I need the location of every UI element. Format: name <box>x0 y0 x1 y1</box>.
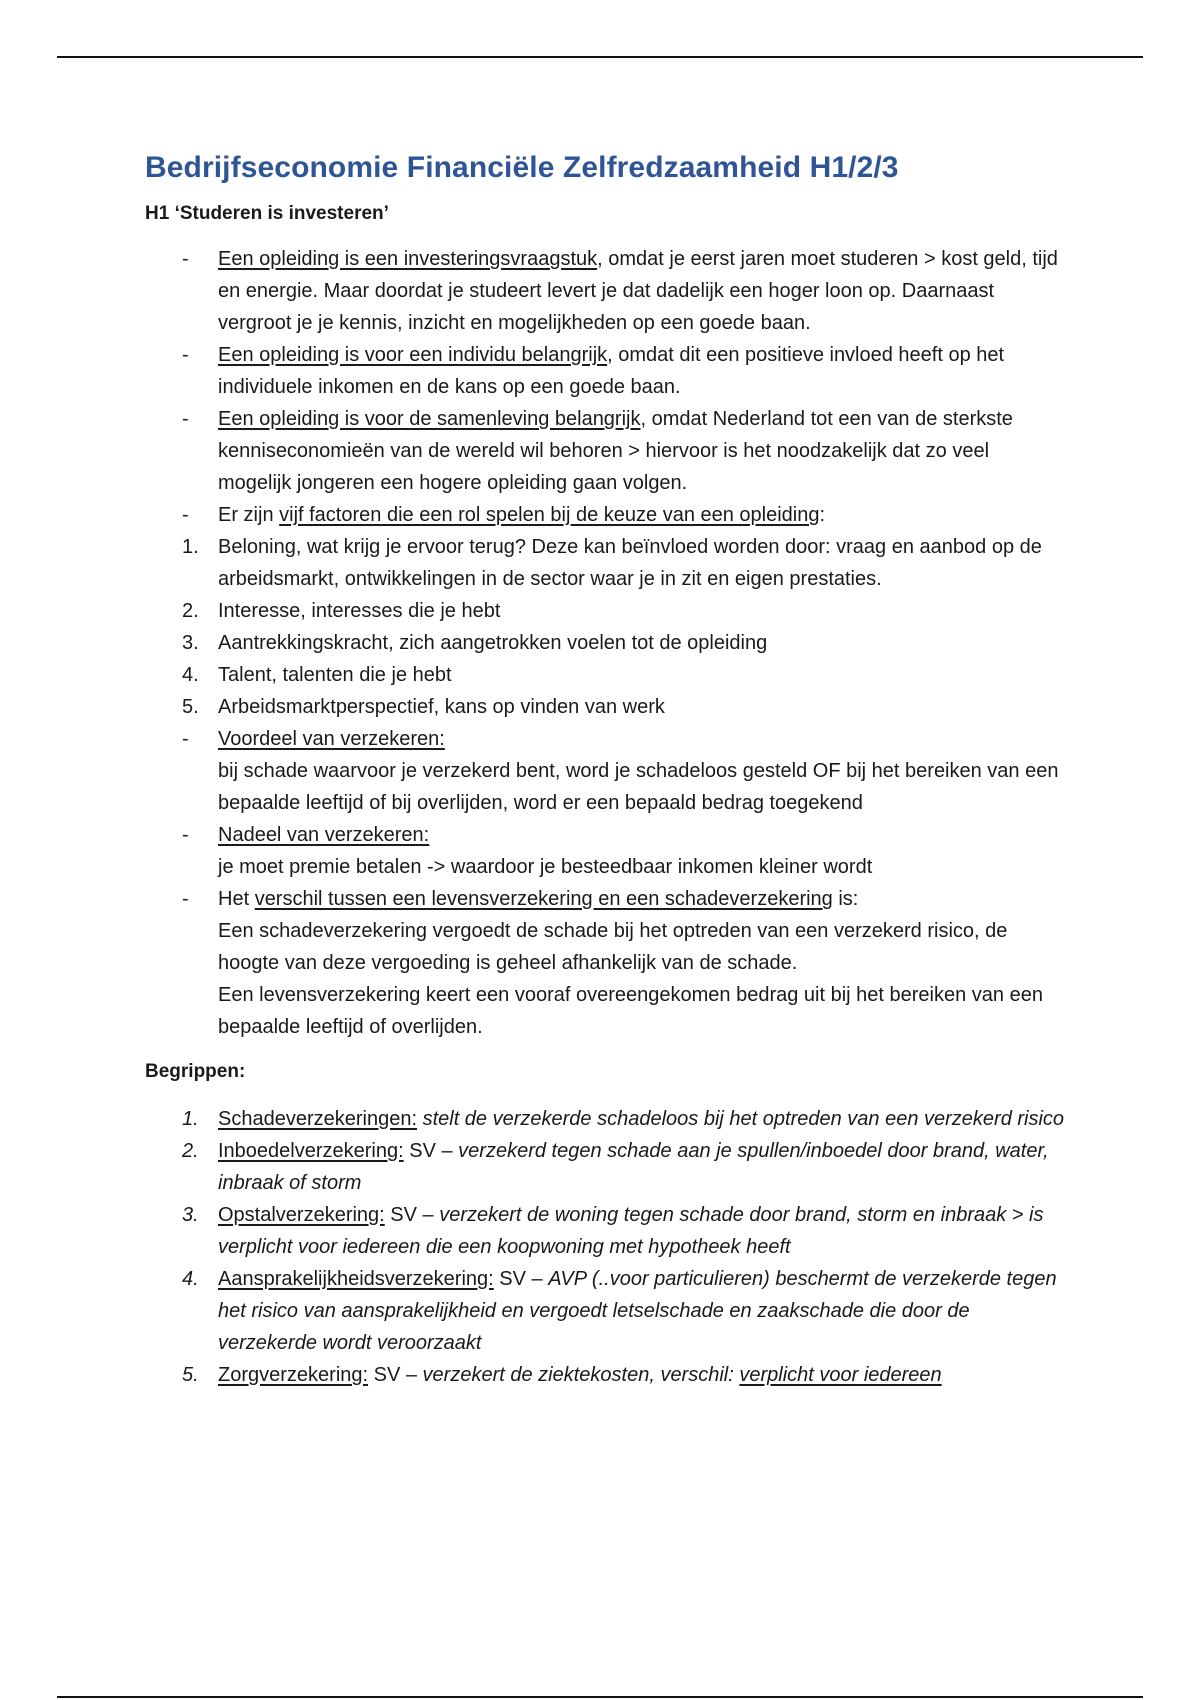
bullet-marker: - <box>182 824 189 846</box>
definition: verzekerd tegen schade aan je spullen/inboedel door brand, water, inbraak of storm <box>218 1140 1049 1194</box>
numbered-item <box>145 531 1065 595</box>
begrippen-heading: Begrippen: <box>145 1061 246 1082</box>
term: Zorgverzekering: <box>218 1364 369 1386</box>
term-prefix: SV – <box>403 1140 459 1162</box>
term: Opstalverzekering: <box>218 1204 385 1226</box>
underlined-phrase: Voordeel van verzekeren: <box>218 728 445 750</box>
number-marker: 2. <box>182 600 199 622</box>
number-marker: 5. <box>182 696 199 718</box>
item-prefix: Er zijn <box>218 504 280 526</box>
term: Aansprakelijkheidsverzekering: <box>218 1268 494 1290</box>
list-item <box>145 883 1065 1043</box>
term-prefix: SV – <box>368 1364 423 1386</box>
numbered-item <box>145 627 1065 659</box>
definition-item <box>145 1103 1065 1135</box>
item-text: Beloning, wat krijg je ervoor terug? Deze kan beïnvloed worden door: vraag en aanbod op de arbeidsmarkt, ontwikkelingen in de sector waar je in zit en eigen prestaties. <box>218 536 1042 590</box>
underlined-phrase: Nadeel van verzekeren: <box>218 824 430 846</box>
underlined-phrase: verschil tussen een levensverzekering en een schadeverzekering <box>254 888 833 910</box>
list-item <box>145 339 1065 403</box>
item-body: Een schadeverzekering vergoedt de schade bij het optreden van een verzekerd risico, de hoogte van deze vergoeding is geheel afhankelijk van de schade. <box>218 920 1008 974</box>
top-rule <box>57 56 1143 58</box>
chapter-heading: H1 ‘Studeren is investeren’ <box>145 203 389 224</box>
document-title: Bedrijfseconomie Financiële Zelfredzaamheid H1/2/3 <box>145 151 899 184</box>
underlined-phrase: Een opleiding is voor de samenleving belangrijk <box>218 408 641 430</box>
term: Inboedelverzekering: <box>218 1140 404 1162</box>
bottom-rule <box>57 1696 1143 1698</box>
definition: verzekert de woning tegen schade door brand, storm en inbraak > is verplicht voor iedereen die een koopwoning met hypotheek heeft <box>218 1204 1044 1258</box>
item-text: : <box>819 504 826 526</box>
number-marker: 1. <box>182 536 199 558</box>
number-marker: 3. <box>182 632 199 654</box>
definition: stelt de verzekerde schadeloos bij het optreden van een verzekerd risico <box>417 1108 1065 1130</box>
number-marker: 3. <box>182 1204 199 1226</box>
list-item <box>145 403 1065 499</box>
item-text: Arbeidsmarktperspectief, kans op vinden van werk <box>218 696 665 718</box>
bullet-marker: - <box>182 248 189 270</box>
underlined-phrase: vijf factoren die een rol spelen bij de keuze van een opleiding <box>279 504 820 526</box>
definition-item <box>145 1199 1065 1263</box>
term-prefix: SV – <box>493 1268 549 1290</box>
definition: AVP (..voor particulieren) beschermt de verzekerde tegen het risico van aansprakelijkheid en vergoedt letselschade en zaakschade die door de verzekerde wordt veroorzaakt <box>218 1268 1057 1354</box>
list-item <box>145 819 1065 883</box>
item-body: bij schade waarvoor je verzekerd bent, word je schadeloos gesteld OF bij het bereiken van een bepaalde leeftijd of bij overlijden, word er een bepaald bedrag toegekend <box>218 760 1059 814</box>
item-text: , omdat Nederland tot een van de sterkste kenniseconomieën van de wereld wil behoren > hiervoor is het noodzakelijk dat zo veel mogelijk jongeren een hogere opleiding gaan volgen. <box>218 408 1013 494</box>
chapter-list <box>145 243 1065 1043</box>
underlined-phrase: Een opleiding is een investeringsvraagstuk <box>218 248 598 270</box>
definition-underlined: verplicht voor iedereen <box>739 1364 942 1386</box>
bullet-marker: - <box>182 504 189 526</box>
item-text: , omdat dit een positieve invloed heeft op het individuele inkomen en de kans op een goede baan. <box>218 344 1005 398</box>
number-marker: 2. <box>182 1140 199 1162</box>
number-marker: 5. <box>182 1364 199 1386</box>
definition-item <box>145 1263 1065 1359</box>
item-text: Interesse, interesses die je hebt <box>218 600 501 622</box>
numbered-item <box>145 659 1065 691</box>
item-text: , omdat je eerst jaren moet studeren > kost geld, tijd en energie. Maar doordat je studeert levert je dat dadelijk een hoger loon op. Daarnaast vergroot je je kennis, inzicht en mogelijkheden op een goede baan. <box>218 248 1058 334</box>
definition-item <box>145 1135 1065 1199</box>
list-item <box>145 499 1065 531</box>
number-marker: 1. <box>182 1108 199 1130</box>
bullet-marker: - <box>182 728 189 750</box>
underlined-phrase: Een opleiding is voor een individu belangrijk <box>218 344 608 366</box>
item-body-2: Een levensverzekering keert een vooraf overeengekomen bedrag uit bij het bereiken van een bepaalde leeftijd of overlijden. <box>218 984 1043 1038</box>
numbered-item <box>145 595 1065 627</box>
definition-item <box>145 1359 1065 1391</box>
bullet-marker: - <box>182 888 189 910</box>
number-marker: 4. <box>182 1268 199 1290</box>
list-item <box>145 723 1065 819</box>
list-item <box>145 243 1065 339</box>
bullet-marker: - <box>182 408 189 430</box>
item-prefix: Het <box>218 888 255 910</box>
term: Schadeverzekeringen: <box>218 1108 418 1130</box>
begrippen-list <box>145 1103 1065 1391</box>
item-text: Talent, talenten die je hebt <box>218 664 452 686</box>
document-page <box>145 143 1065 1391</box>
item-body: je moet premie betalen -> waardoor je besteedbaar inkomen kleiner wordt <box>218 856 873 878</box>
numbered-item <box>145 691 1065 723</box>
bullet-marker: - <box>182 344 189 366</box>
term-prefix: SV – <box>384 1204 440 1226</box>
definition: verzekert de ziektekosten, verschil: <box>422 1364 740 1386</box>
item-text: Aantrekkingskracht, zich aangetrokken voelen tot de opleiding <box>218 632 768 654</box>
item-text: is: <box>832 888 859 910</box>
number-marker: 4. <box>182 664 199 686</box>
